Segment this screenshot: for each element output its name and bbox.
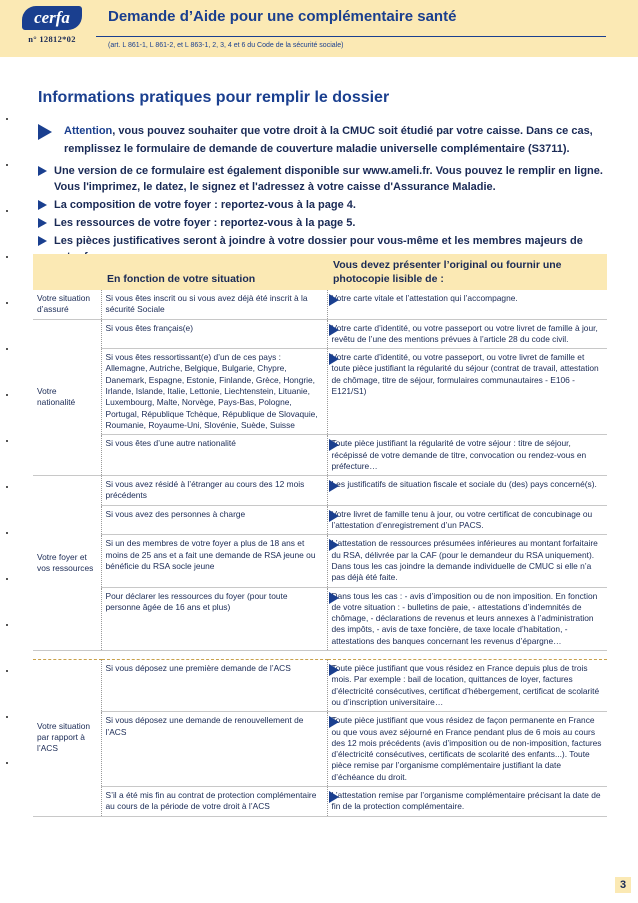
arrow-right-icon (329, 480, 339, 492)
category-cell: Votre foyer et vos ressources (33, 476, 101, 651)
documents-cell: Toute pièce justifiant la régularité de votre séjour : titre de séjour, récépissé de votre demande de titre, convocation ou rendez-vous en préfecture… (327, 435, 607, 476)
category-cell: Votre nationalité (33, 319, 101, 476)
bullet-arrow-icon (38, 236, 47, 246)
arrow-right-icon (38, 124, 52, 140)
attention-text: , vous pouvez souhaiter que votre droit à la CMUC soit étudié par votre caisse. Dans ce cas, remplissez le formulaire de demande de couverture maladie universelle complémentaire (S3711). (64, 125, 593, 155)
documents-cell: Toute pièce justifiant que vous résidez en France depuis plus de trois mois. Par exemple : bail de location, quittances de loyer, factures d’électricité consécutives, certificat d’hébergement, certificat de scolarité ou d’inscription universitaire… (327, 660, 607, 712)
margin-marks (6, 118, 7, 798)
condition-cell: Si vous êtes d’une autre nationalité (101, 435, 327, 476)
list-item: La composition de votre foyer : reportez-vous à la page 4. (38, 197, 608, 213)
bullet-arrow-icon (38, 218, 47, 228)
arrow-right-icon (329, 592, 339, 604)
documents-cell: Votre carte vitale et l’attestation qui l’accompagne. (327, 290, 607, 319)
condition-cell: Si vous déposez une demande de renouvellement de l’ACS (101, 712, 327, 787)
condition-cell: Pour déclarer les ressources du foyer (pour toute personne âgée de 16 ans et plus) (101, 587, 327, 650)
documents-table (33, 254, 607, 817)
category-cell: Votre situation par rapport à l’ACS (33, 660, 101, 817)
documents-cell: L’attestation de ressources présumées inférieures au montant forfaitaire du RSA, délivrée par la CAF (pour le demandeur du RSA uniquement). Dans tous les cas joindre la demande individuelle de CMUC si elle n’a pas déjà été faite. (327, 535, 607, 587)
arrow-right-icon (329, 510, 339, 522)
table-row (33, 290, 607, 319)
info-bullets (38, 163, 608, 267)
table-row (33, 505, 607, 535)
arrow-right-icon (329, 353, 339, 365)
cerfa-logo (14, 6, 90, 44)
category-cell: Votre situation d’assuré (33, 290, 101, 319)
table-row (33, 476, 607, 506)
document-subtitle: (art. L 861-1, L 861-2, et L 863-1, 2, 3, 4 et 6 du Code de la sécurité sociale) (108, 42, 344, 49)
table-row (33, 786, 607, 816)
documents-cell: Dans tous les cas : - avis d’imposition ou de non imposition. En fonction de votre situation : - bulletins de paie, - attestations d’indemnités de chômage, - déclarations de revenus et leurs annexes à l’administration des impôts, - avis de taxe foncière, de taxe locale d’habitation, - attestations des banques concernant les revenus d’épargne… (327, 587, 607, 650)
cerfa-logo-badge: cerfa (22, 6, 82, 30)
arrow-right-icon (329, 324, 339, 336)
arrow-right-icon (329, 791, 339, 803)
condition-cell: S’il a été mis fin au contrat de protection complémentaire au cours de la période de votre droit à l’ACS (101, 786, 327, 816)
document-title: Demande d’Aide pour une complémentaire santé (108, 8, 457, 25)
table-row (33, 319, 607, 349)
condition-cell: Si vous êtes ressortissant(e) d’un de ces pays : Allemagne, Autriche, Belgique, Bulgarie, Chypre, Danemark, Espagne, Estonie, Finlande, Grèce, Hongrie, Irlande, Islande, Italie, Lettonie, Liechtenstein, Lituanie, Luxembourg, Malte, Norvège, Pays-Bas, Pologne, Portugal, République Tchèque, République de Slovaquie, Roumanie, Royaume-Uni, Slovénie, Suède, Suisse (101, 349, 327, 435)
header-situation: En fonction de votre situation (101, 254, 327, 290)
arrow-right-icon (329, 539, 339, 551)
condition-cell: Si vous avez des personnes à charge (101, 505, 327, 535)
list-item: Les pièces justificatives seront à joindre à votre dossier pour vous-même et les membres majeurs de (38, 233, 608, 265)
documents-cell: Votre livret de famille tenu à jour, ou votre certificat de concubinage ou l’attestation d’enregistrement d’un PACS. (327, 505, 607, 535)
table-header (33, 254, 607, 290)
form-number: n° 12812*02 (28, 34, 76, 44)
condition-cell: Si un des membres de votre foyer a plus de 18 ans et moins de 25 ans et a fait une demande de RSA jeune ou bénéficie du RSA socle jeune (101, 535, 327, 587)
documents-cell: Toute pièce justifiant que vous résidez de façon permanente en France ou que vous avez séjourné en France pendant plus de 6 mois au cours des 12 mois précédents (avis d’imposition ou de non-imposition, factures d’électricité consécutives, certificats de scolarité des enfants...). Toute pièce remise par l’organisme complémentaire justifiant la date d’échéance du droit. (327, 712, 607, 787)
table-row (33, 535, 607, 587)
documents-cell: Les justificatifs de situation fiscale et sociale du (des) pays concerné(s). (327, 476, 607, 506)
table-row (33, 435, 607, 476)
condition-cell: Si vous êtes français(e) (101, 319, 327, 349)
attention-notice (38, 122, 606, 158)
page-number: 3 (615, 877, 631, 893)
bullet-arrow-icon (38, 166, 47, 176)
attention-word: Attention (64, 125, 113, 137)
bullet-arrow-icon (38, 200, 47, 210)
arrow-right-icon (329, 716, 339, 728)
table-row (33, 712, 607, 787)
table-row (33, 349, 607, 435)
table-row (33, 587, 607, 650)
arrow-right-icon (329, 664, 339, 676)
list-item: Une version de ce formulaire est également disponible sur www.ameli.fr. Vous pouvez le remplir en ligne. Vous l'imprimez, le datez, le signez et l'adressez à votre caisse d'Assurance Maladie. (38, 163, 608, 195)
list-item: Les ressources de votre foyer : reportez-vous à la page 5. (38, 215, 608, 231)
title-divider (96, 36, 606, 37)
condition-cell: Si vous déposez une première demande de l’ACS (101, 660, 327, 712)
group-separator (33, 651, 607, 660)
condition-cell: Si vous avez résidé à l’étranger au cours des 12 mois précédents (101, 476, 327, 506)
header-documents: Vous devez présenter l’original ou fournir une photocopie lisible de : (327, 254, 607, 290)
section-title: Informations pratiques pour remplir le dossier (38, 89, 390, 106)
arrow-right-icon (329, 439, 339, 451)
documents-cell: Votre carte d’identité, ou votre passeport, ou votre livret de famille et toute pièce justifiant la régularité du séjour (contrat de travail, attestation de chômage, titre de séjour, formulaires communautaires - E106 - E121/S1) (327, 349, 607, 435)
table-row (33, 660, 607, 712)
condition-cell: Si vous êtes inscrit ou si vous avez déjà été inscrit à la sécurité Sociale (101, 290, 327, 319)
documents-cell: L’attestation remise par l’organisme complémentaire précisant la date de fin de la protection complémentaire. (327, 786, 607, 816)
arrow-right-icon (329, 294, 339, 306)
documents-cell: Votre carte d’identité, ou votre passeport ou votre livret de famille à jour, revêtu de l’une des mentions prévues à l’article 28 du code civil. (327, 319, 607, 349)
